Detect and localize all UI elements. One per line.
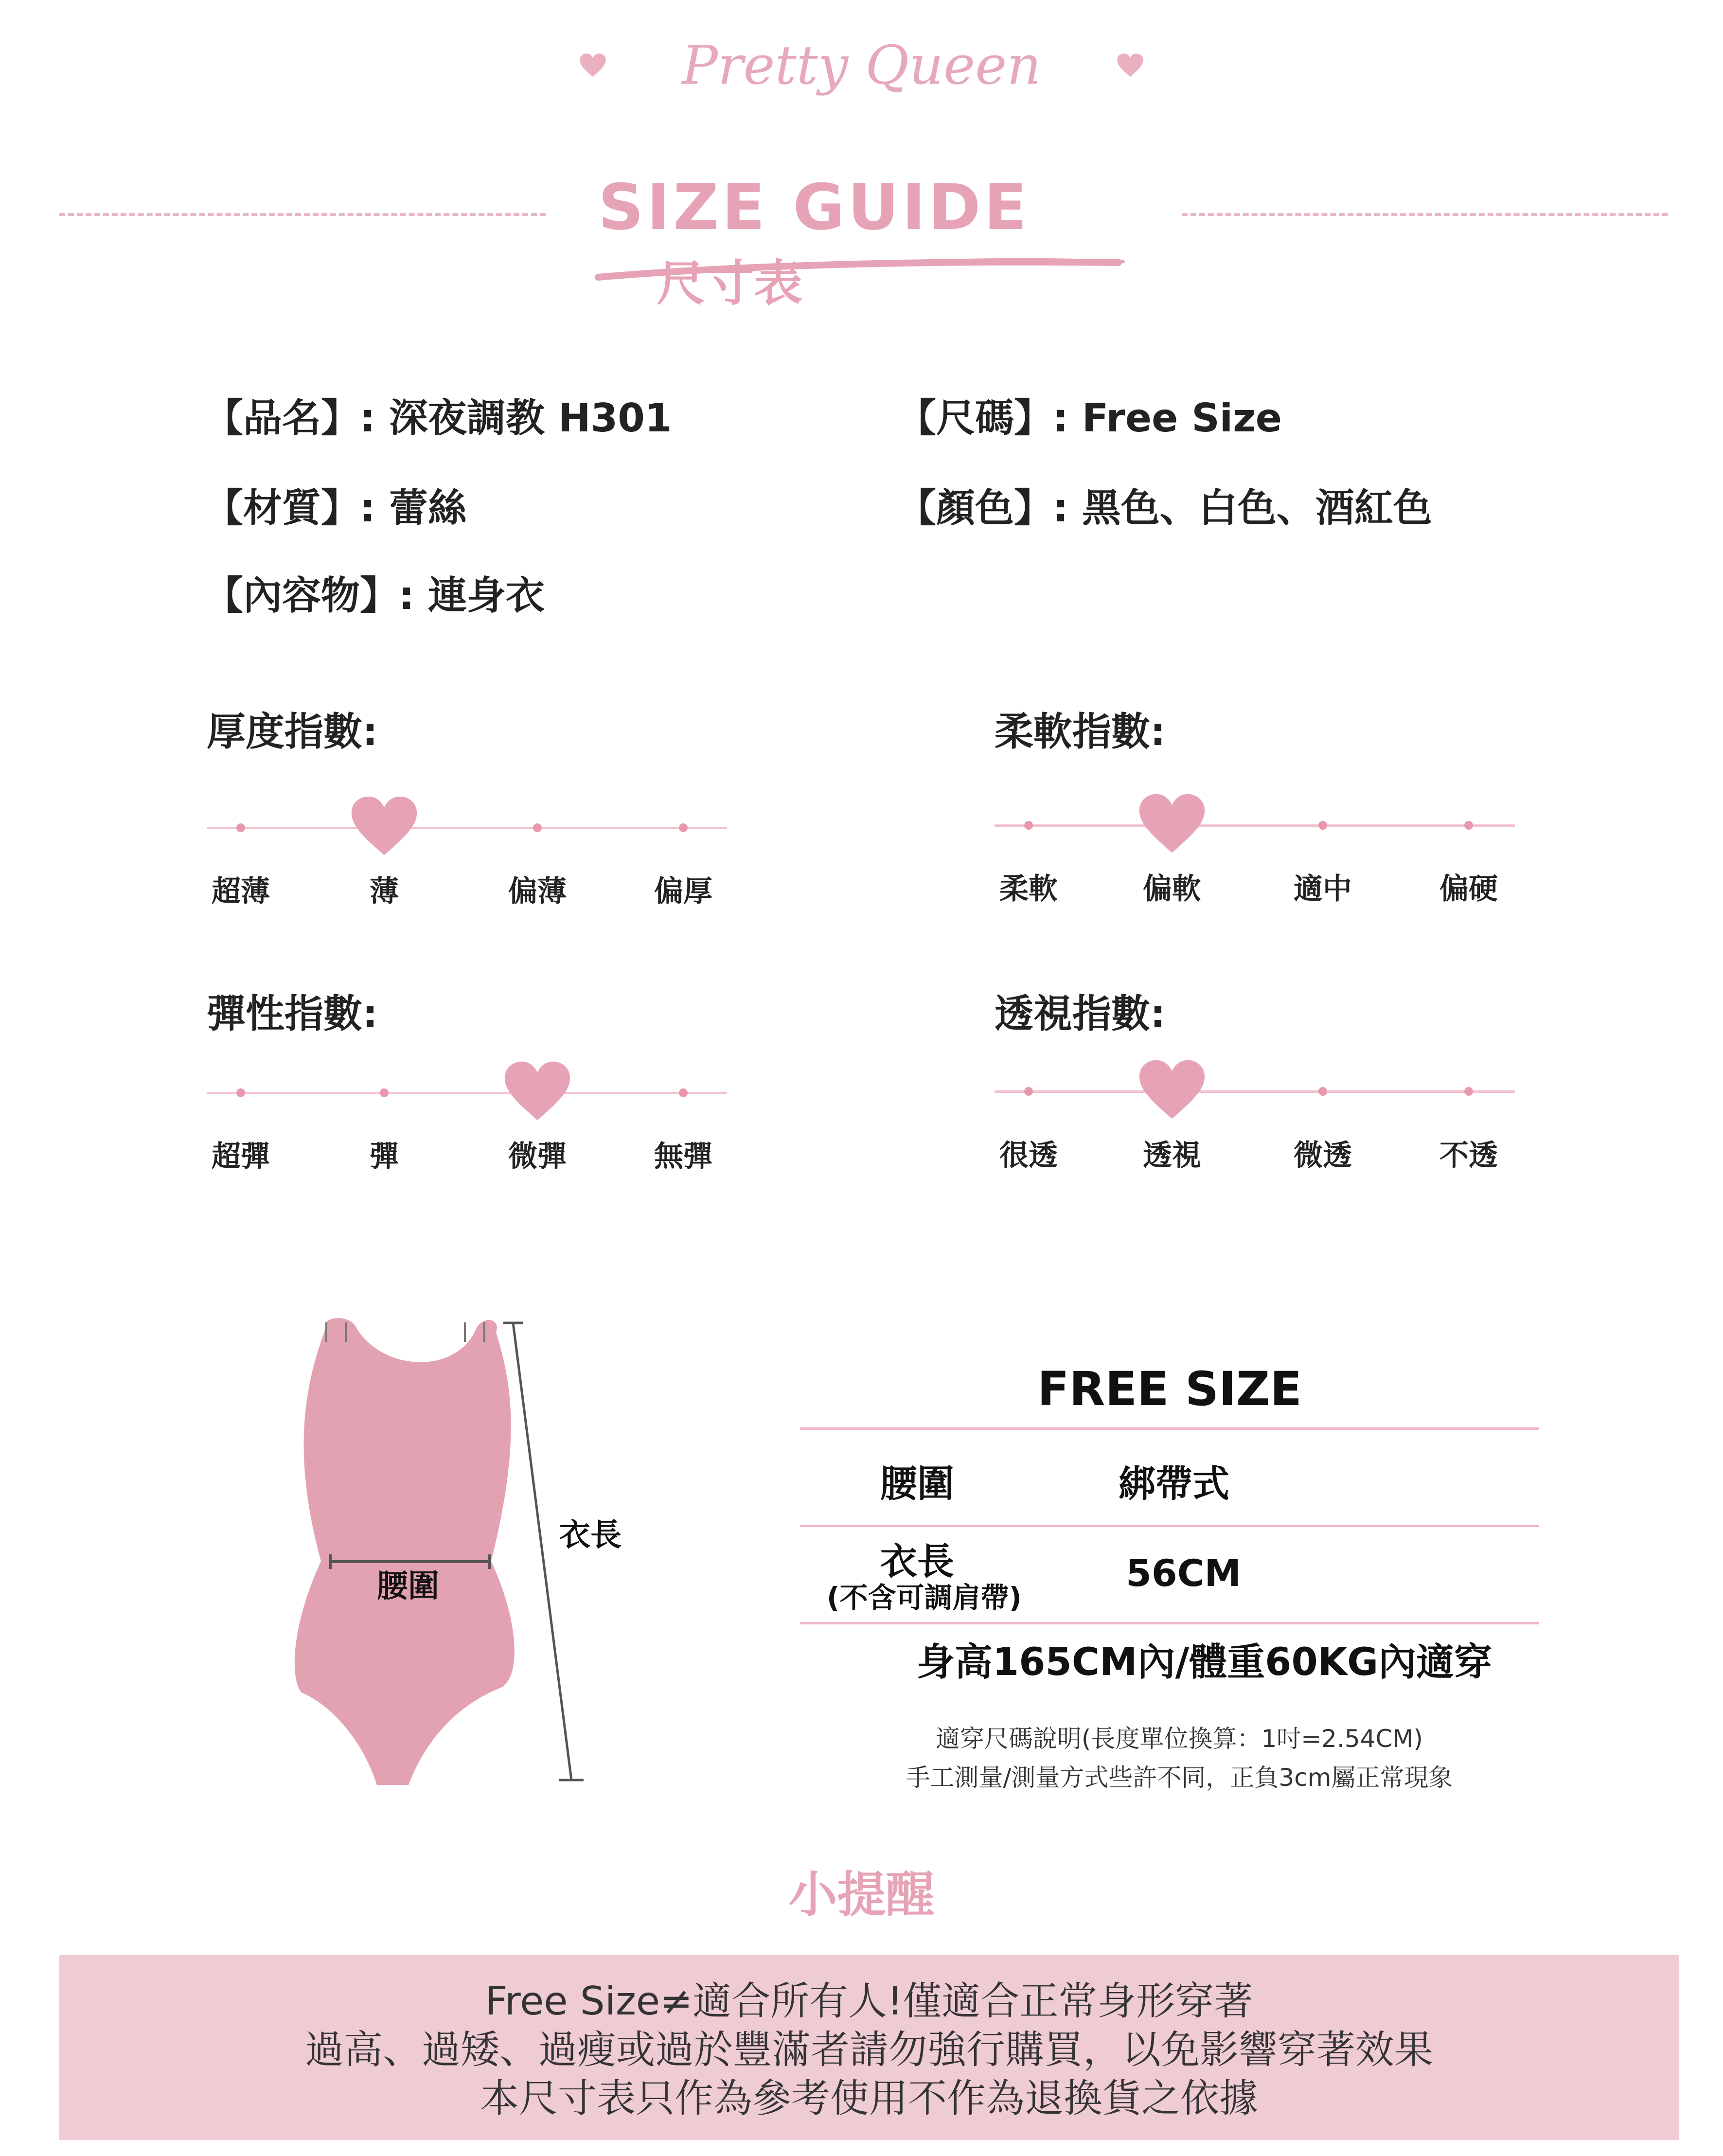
scale-title: 透視指數: [995, 991, 1166, 1036]
scale-label: 偏厚 [654, 874, 712, 909]
scale-label: 微透 [1294, 1139, 1352, 1173]
scale-title: 柔軟指數: [995, 709, 1166, 754]
info-contents: 【內容物】: 連身衣 [204, 573, 545, 618]
scale-track [995, 1090, 1515, 1093]
scale-dot [1024, 1087, 1033, 1096]
reminder-line: 過高、過矮、過瘦或過於豐滿者請勿強行購買，以免影響穿著效果 [305, 2027, 1433, 2072]
dashed-divider-right [1182, 213, 1668, 216]
selected-heart-icon [1138, 1059, 1206, 1120]
waist-label: 腰圍 [377, 1568, 439, 1604]
table-divider [800, 1427, 1539, 1430]
scale-label: 微彈 [508, 1140, 567, 1174]
waist-measure-tick [329, 1554, 332, 1569]
scale-dot [1464, 821, 1473, 830]
title-chinese: 尺寸表 [657, 255, 802, 312]
title-english: SIZE GUIDE [598, 170, 1030, 244]
row-value-length: 56CM [1126, 1551, 1242, 1595]
strap-marker-right [462, 1320, 487, 1345]
scale-dot [1318, 821, 1327, 830]
scale-dot [1464, 1087, 1473, 1096]
length-label: 衣長 [559, 1517, 622, 1553]
info-color: 【顏色】: 黑色、白色、酒紅色 [897, 485, 1432, 531]
scale-label: 偏薄 [508, 874, 567, 909]
dashed-divider-left [59, 213, 546, 216]
measure-note-1: 適穿尺碼說明(長度單位換算：1吋=2.54CM) [935, 1725, 1423, 1753]
scale-title: 厚度指數: [207, 709, 378, 754]
strap-marker-left [323, 1320, 349, 1345]
scale-label: 偏硬 [1439, 872, 1498, 906]
heart-icon [579, 53, 606, 77]
scale-label: 超彈 [212, 1140, 270, 1174]
row-value-waist: 綁帶式 [1119, 1462, 1229, 1505]
scale-dot [679, 1088, 688, 1097]
scale-label: 適中 [1294, 872, 1352, 906]
reminder-line: Free Size≠適合所有人!僅適合正常身形穿著 [485, 1978, 1253, 2024]
scale-dot [236, 823, 245, 832]
scale-dot [380, 1088, 389, 1097]
scale-label: 無彈 [654, 1140, 712, 1174]
scale-label: 不透 [1439, 1139, 1498, 1173]
scale-label: 很透 [999, 1139, 1058, 1173]
reminder-box [59, 1955, 1679, 2140]
row-label-waist: 腰圍 [880, 1462, 954, 1505]
selected-heart-icon [350, 795, 418, 856]
fit-note: 身高165CM內/體重60KG內適穿 [917, 1640, 1492, 1684]
heart-icon [1117, 53, 1144, 77]
page-title [598, 170, 1133, 314]
info-size: 【尺碼】: Free Size [897, 395, 1282, 441]
table-divider [800, 1622, 1539, 1624]
row-sublabel-length: (不含可調肩帶) [827, 1581, 1022, 1614]
scale-dot [679, 823, 688, 832]
scale-label: 柔軟 [999, 872, 1058, 906]
scale-track [995, 824, 1515, 827]
scale-dot [1024, 821, 1033, 830]
reminder-title: 小提醒 [788, 1866, 935, 1923]
scale-track [207, 827, 727, 829]
scale-label: 偏軟 [1143, 872, 1201, 906]
scale-label: 薄 [370, 874, 399, 909]
scale-title: 彈性指數: [207, 991, 378, 1036]
scale-label: 透視 [1143, 1139, 1201, 1173]
info-product-name: 【品名】: 深夜調教 H301 [204, 395, 672, 441]
scale-dot [236, 1088, 245, 1097]
selected-heart-icon [1138, 793, 1206, 854]
scale-label: 彈 [370, 1140, 399, 1174]
table-divider [800, 1525, 1539, 1527]
scale-track [207, 1092, 727, 1094]
scale-label: 超薄 [212, 874, 270, 909]
scale-dot [533, 823, 542, 832]
selected-heart-icon [503, 1060, 571, 1122]
scale-dot [1318, 1087, 1327, 1096]
size-table-header: FREE SIZE [1037, 1362, 1302, 1416]
brand-logo-text: Pretty Queen [681, 34, 1042, 96]
reminder-line: 本尺寸表只作為參考使用不作為退換貨之依據 [480, 2076, 1258, 2121]
row-label-length: 衣長 [880, 1540, 954, 1583]
brush-underline [593, 248, 1128, 282]
info-material: 【材質】: 蕾絲 [204, 485, 467, 531]
measure-note-2: 手工測量/測量方式些許不同，正負3cm屬正常現象 [906, 1764, 1453, 1792]
brand-header [0, 34, 1723, 96]
waist-measure-tick [488, 1554, 491, 1569]
